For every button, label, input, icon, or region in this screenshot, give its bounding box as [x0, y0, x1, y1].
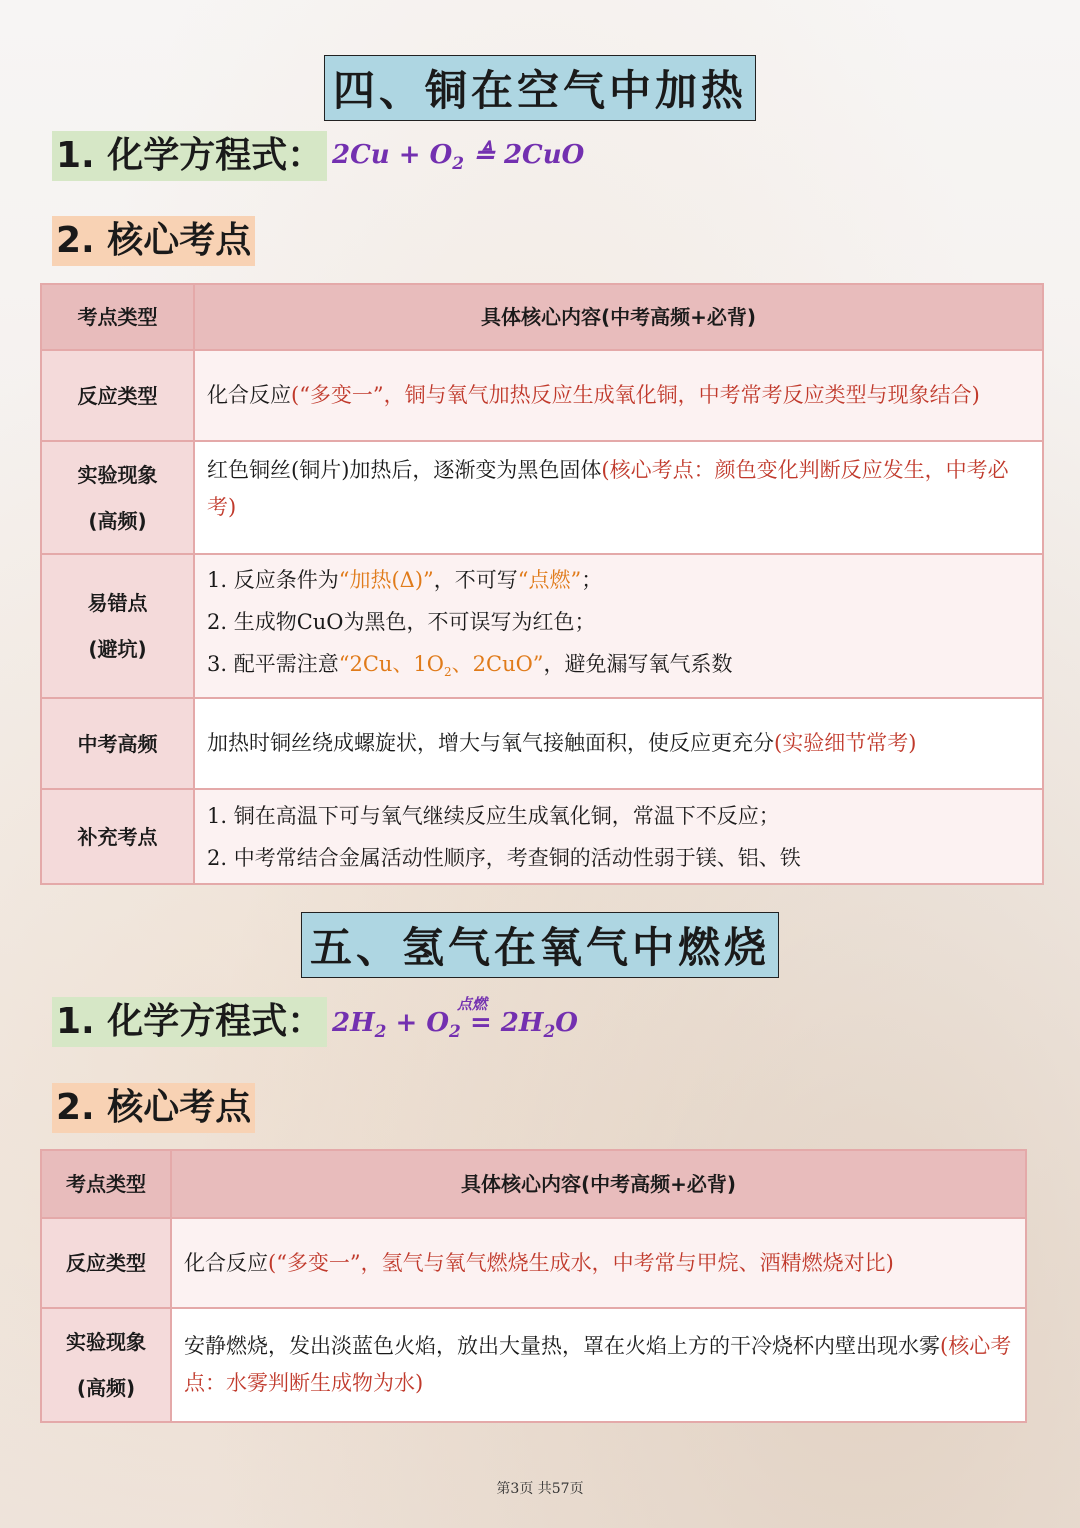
- text: 3. 配平需注意: [207, 652, 339, 676]
- table-header-row: [41, 284, 1043, 350]
- table-row: [41, 1218, 1026, 1308]
- col-header-content: 具体核心内容(中考高频+必背): [194, 284, 1043, 350]
- row-content: [194, 554, 1043, 698]
- list-item: 1. 铜在高温下可与氧气继续反应生成氧化铜，常温下不反应；: [207, 803, 780, 828]
- section-4-title: 四、铜在空气中加热: [324, 55, 756, 121]
- eq-sub: 2: [449, 1022, 461, 1043]
- list-item: 2. 中考常结合金属活动性顺序，考查铜的活动性弱于镁、铝、铁: [207, 845, 801, 870]
- text: ，避免漏写氧气系数: [543, 652, 733, 676]
- table-row: [41, 350, 1043, 441]
- table-row: [41, 789, 1043, 884]
- eq-part: O: [555, 1008, 578, 1038]
- eq-part: + O: [386, 1008, 450, 1038]
- list-item: 2. 生成物CuO为黑色，不可误写为红色；: [207, 610, 596, 634]
- row-type-line1: 实验现象: [66, 1330, 146, 1354]
- list-item: [207, 643, 1032, 693]
- content-note: (“多变一”，铜与氧气加热反应生成氧化铜，中考常考反应类型与现象结合): [291, 383, 980, 407]
- row-type: [41, 441, 194, 554]
- content-note: (实验细节常考): [774, 731, 917, 756]
- row-type-line2: (高频): [88, 508, 147, 533]
- row-type-line1: 易错点: [87, 591, 148, 616]
- eq-part: 2H: [332, 1008, 375, 1038]
- section-5-keypoints-label: 2. 核心考点: [52, 1083, 255, 1133]
- table-row: [41, 698, 1043, 789]
- row-type-line1: 实验现象: [77, 462, 158, 487]
- row-content: [171, 1218, 1026, 1308]
- col-header-type: 考点类型: [41, 284, 194, 350]
- list-item: [207, 559, 1032, 601]
- row-type: 补充考点: [41, 789, 194, 884]
- eq-sub: 2: [374, 1022, 387, 1043]
- col-header-content: 具体核心内容(中考高频+必背): [171, 1150, 1026, 1218]
- col-header-type: 考点类型: [41, 1150, 171, 1218]
- text: ，不可写: [433, 568, 518, 592]
- eq-part: 2H: [500, 1008, 544, 1038]
- highlight: “点燃”: [517, 568, 582, 592]
- reaction-condition: 点燃: [457, 995, 488, 1013]
- row-type-line2: (高频): [76, 1376, 136, 1400]
- row-content: [194, 698, 1043, 789]
- row-type-line2: (避坑): [88, 637, 147, 662]
- section-5-title: 五、氢气在氧气中燃烧: [301, 912, 779, 978]
- highlight: 、2CuO”: [451, 652, 544, 676]
- eq-left: 2Cu + O: [332, 140, 453, 170]
- row-content: [194, 441, 1043, 554]
- table-row: [41, 554, 1043, 698]
- highlight: “2Cu、1O: [338, 652, 444, 676]
- eq-right: 2CuO: [503, 140, 585, 170]
- eq-arrow: =: [460, 1008, 501, 1038]
- row-type: [41, 554, 194, 698]
- page-footer: 第3页 共57页: [496, 1481, 584, 1497]
- content-text: 化合反应: [207, 383, 291, 407]
- section-4-equation: [332, 140, 584, 174]
- row-type: 中考高频: [41, 698, 194, 789]
- content-note: (核心考点：颜色变化判断反应发生，中考必考): [207, 458, 1009, 519]
- highlight-sub: 2: [444, 665, 452, 680]
- row-content: [171, 1308, 1026, 1422]
- table-header-row: [41, 1150, 1026, 1218]
- text: ；: [581, 568, 603, 592]
- content-note: (核心考点：水雾判断生成物为水): [184, 1334, 1012, 1395]
- row-type: 反应类型: [41, 350, 194, 441]
- content-text: 红色铜丝(铜片)加热后，逐渐变为黑色固体: [207, 458, 602, 482]
- section-4-keypoints-label: 2. 核心考点: [52, 216, 255, 266]
- content-text: 安静燃烧，发出淡蓝色火焰，放出大量热，罩在火焰上方的干冷烧杯内壁出现水雾: [184, 1334, 940, 1358]
- section-4-equation-label: 1. 化学方程式：: [52, 131, 327, 181]
- highlight: “加热(Δ)”: [338, 568, 434, 592]
- content-note: (“多变一”，氢气与氧气燃烧生成水，中考常与甲烷、酒精燃烧对比): [268, 1250, 894, 1275]
- row-type: [41, 1308, 171, 1422]
- text: 1. 反应条件为: [207, 568, 339, 592]
- row-content: [194, 789, 1043, 884]
- eq-sub: 2: [543, 1022, 556, 1043]
- section-5-equation: [332, 1008, 578, 1042]
- table-row: [41, 1308, 1026, 1422]
- content-text: 加热时铜丝绕成螺旋状，增大与氧气接触面积，使反应更充分: [207, 731, 774, 756]
- section-5-equation-label: 1. 化学方程式：: [52, 997, 327, 1047]
- section-5-table: [40, 1149, 1027, 1423]
- eq-arrow: ≜: [464, 140, 504, 170]
- section-4-table: [40, 283, 1044, 885]
- content-text: 化合反应: [184, 1250, 268, 1275]
- row-content: [194, 350, 1043, 441]
- eq-sub: 2: [452, 154, 465, 175]
- row-type: 反应类型: [41, 1218, 171, 1308]
- table-row: [41, 441, 1043, 554]
